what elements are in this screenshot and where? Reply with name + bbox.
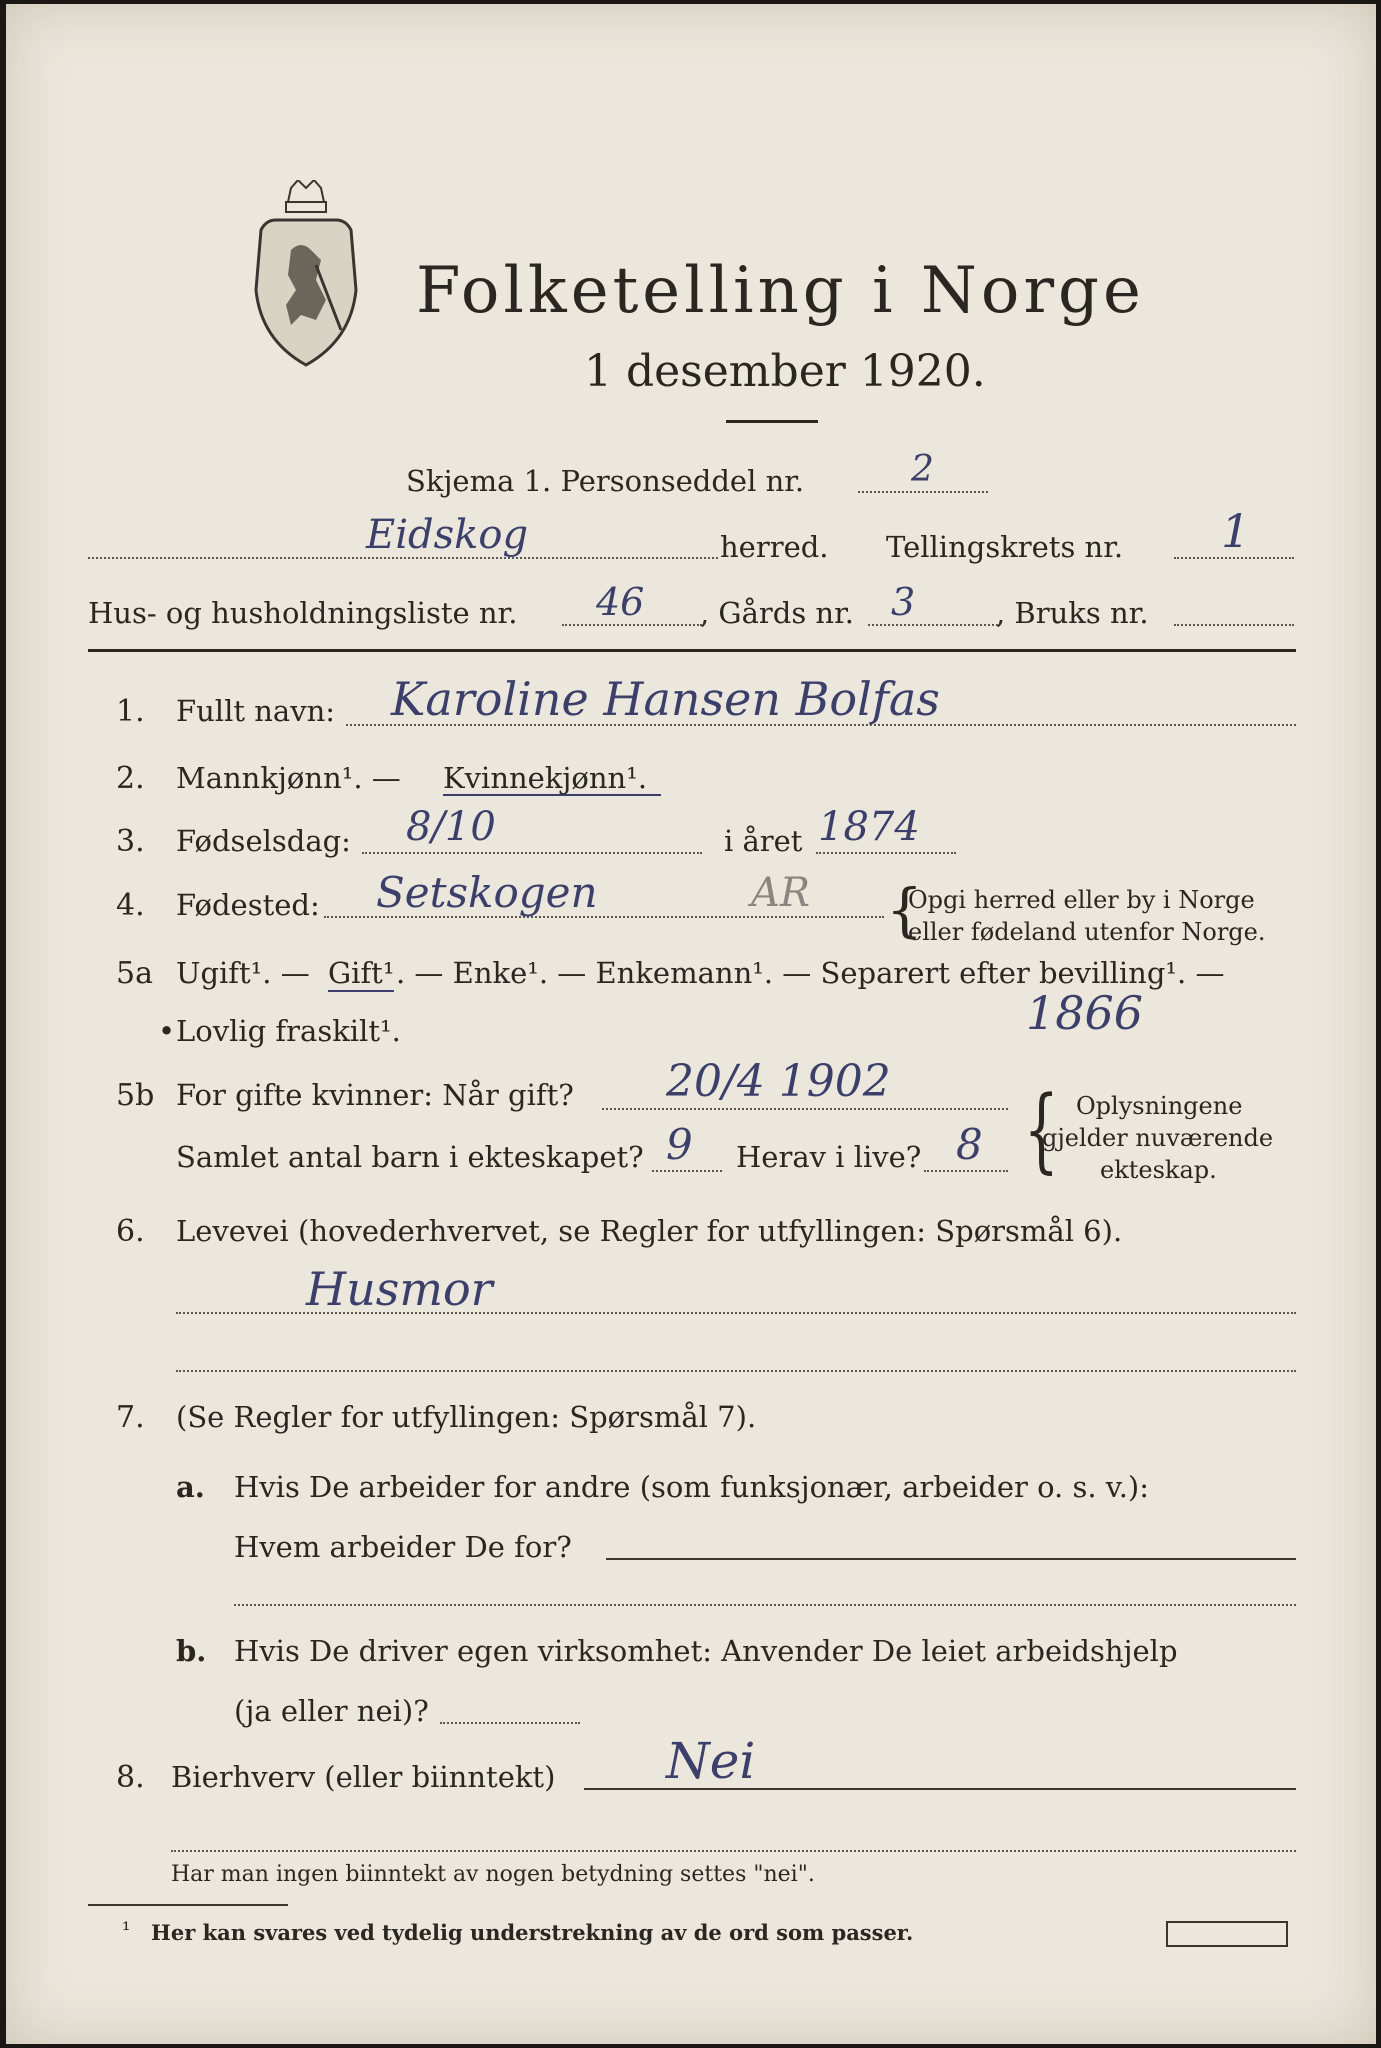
q2-female-option[interactable]: Kvinnekjønn¹. (443, 761, 648, 795)
q5b-note-line2: gjelder nuværende (1042, 1124, 1274, 1152)
children-total-value[interactable]: 9 (666, 1120, 693, 1169)
q5b-ilive-label: Herav i live? (736, 1140, 922, 1174)
q7a-line2: Hvem arbeider De for? (234, 1530, 572, 1564)
herred-value[interactable]: Eidskog (366, 512, 529, 558)
occupation-value[interactable]: Husmor (306, 1262, 493, 1316)
q8-line2 (171, 1850, 1296, 1852)
footnote-text: Her kan svares ved tydelig understrekning av de ord som passer. (151, 1920, 914, 1945)
husliste-nr[interactable]: 46 (596, 580, 645, 624)
biinntekt-note: Har man ingen biinntekt av nogen betydning settes "nei". (171, 1862, 815, 1887)
bruks-label: , Bruks nr. (996, 596, 1149, 630)
tellingskrets-label: Tellingskrets nr. (886, 530, 1124, 564)
birth-year-value[interactable]: 1874 (818, 804, 920, 850)
q7b-line1: Hvis De driver egen virksomhet: Anvender De leiet arbeidshjelp (234, 1634, 1178, 1668)
form-title: Folketelling i Norge (416, 254, 1145, 328)
personseddel-line (858, 491, 988, 493)
q7a-letter: a. (176, 1470, 205, 1504)
q7a-line1: Hvis De arbeider for andre (som funksjonær, arbeider o. s. v.): (234, 1470, 1150, 1504)
q7b-letter: b. (176, 1634, 207, 1668)
birthplace-annotation: AR (751, 870, 811, 916)
q7b-line2: (ja eller nei)? (234, 1694, 429, 1728)
children-alive-value[interactable]: 8 (956, 1120, 983, 1169)
q4-note-line1: Opgi herred eller by i Norge (908, 886, 1255, 914)
q5b-note-line3: ekteskap. (1100, 1156, 1217, 1184)
printer-stamp (1166, 1921, 1288, 1947)
q5a-gift-underline (328, 990, 394, 992)
q5b-ilive-line (924, 1170, 1008, 1172)
norwegian-coat-of-arms-icon (246, 180, 366, 370)
birthplace-value[interactable]: Setskogen (376, 868, 598, 917)
personseddel-nr[interactable]: 2 (911, 449, 934, 490)
gards-nr[interactable]: 3 (891, 580, 916, 624)
q6-line2 (176, 1370, 1296, 1372)
q7-number: 7. (116, 1400, 145, 1435)
census-form-page (6, 4, 1376, 2044)
q5a-fraskilt-option[interactable]: Lovlig fraskilt¹. (176, 1014, 401, 1048)
q3-date-line (362, 852, 702, 854)
side-income-value[interactable]: Nei (666, 1732, 756, 1790)
husliste-label: Hus- og husholdningsliste nr. (88, 596, 518, 630)
q4-label: Fødested: (176, 888, 320, 922)
title-divider (726, 420, 818, 423)
q1-number: 1. (116, 694, 145, 729)
gards-line (868, 624, 998, 626)
footnote-rule (88, 1904, 288, 1906)
q2-number: 2. (116, 761, 145, 796)
q6-line1 (176, 1312, 1296, 1314)
q4-number: 4. (116, 888, 145, 923)
birthdate-value[interactable]: 8/10 (406, 804, 496, 850)
tellingskrets-nr[interactable]: 1 (1221, 504, 1251, 558)
q5b-number: 5b (116, 1078, 155, 1113)
q3-number: 3. (116, 824, 145, 859)
full-name-value[interactable]: Karoline Hansen Bolfas (391, 672, 940, 726)
q5a-ugift-option[interactable]: Ugift¹. — (176, 956, 310, 990)
q7a-line-extra (234, 1604, 1296, 1606)
herred-label: herred. (720, 530, 829, 564)
q5b-barn-label: Samlet antal barn i ekteskapet? (176, 1140, 644, 1174)
q3-year-line (816, 852, 956, 854)
gards-label: , Gårds nr. (700, 596, 854, 630)
footnote-mark: ¹ (122, 1918, 131, 1942)
q2-male-option[interactable]: Mannkjønn¹. — (176, 761, 401, 795)
q3-year-label: i året (724, 824, 803, 858)
q7-label: (Se Regler for utfyllingen: Spørsmål 7). (176, 1400, 757, 1434)
header-rule (88, 649, 1296, 652)
q8-label: Bierhverv (eller biinntekt) (171, 1760, 556, 1794)
husliste-line (562, 624, 702, 626)
q4-brace: { (886, 876, 923, 944)
schema-label: Skjema 1. Personseddel nr. (406, 464, 805, 498)
q5a-gift-option[interactable]: Gift¹ (328, 956, 395, 990)
q7b-answer-line[interactable] (440, 1722, 580, 1724)
q8-number: 8. (116, 1760, 145, 1795)
marriage-date-value[interactable]: 20/4 1902 (666, 1056, 891, 1107)
q5b-gift-line (602, 1108, 1008, 1110)
form-date: 1 desember 1920. (584, 346, 986, 397)
q4-note-line2: eller fødeland utenfor Norge. (908, 918, 1266, 946)
q5b-brace: { (1023, 1076, 1059, 1183)
q5a-annotation: 1866 (1026, 986, 1144, 1040)
q3-label: Fødselsdag: (176, 824, 351, 858)
q5b-gift-label: For gifte kvinner: Når gift? (176, 1078, 574, 1112)
bruks-line (1174, 624, 1294, 626)
q6-number: 6. (116, 1214, 145, 1249)
q5b-note-line1: Oplysningene (1076, 1092, 1243, 1120)
q6-label: Levevei (hovederhvervet, se Regler for utfyllingen: Spørsmål 6). (176, 1214, 1123, 1248)
q7a-answer-line[interactable] (606, 1558, 1296, 1560)
q2-female-underline (443, 794, 661, 796)
q5a-number: 5a (116, 956, 153, 991)
q5a-bullet: • (158, 1014, 176, 1048)
q5b-barn-line (652, 1170, 722, 1172)
q1-label: Fullt navn: (176, 694, 336, 728)
q5a-other-options[interactable]: . — Enke¹. — Enkemann¹. — Separert efter bevilling¹. — (396, 956, 1225, 990)
